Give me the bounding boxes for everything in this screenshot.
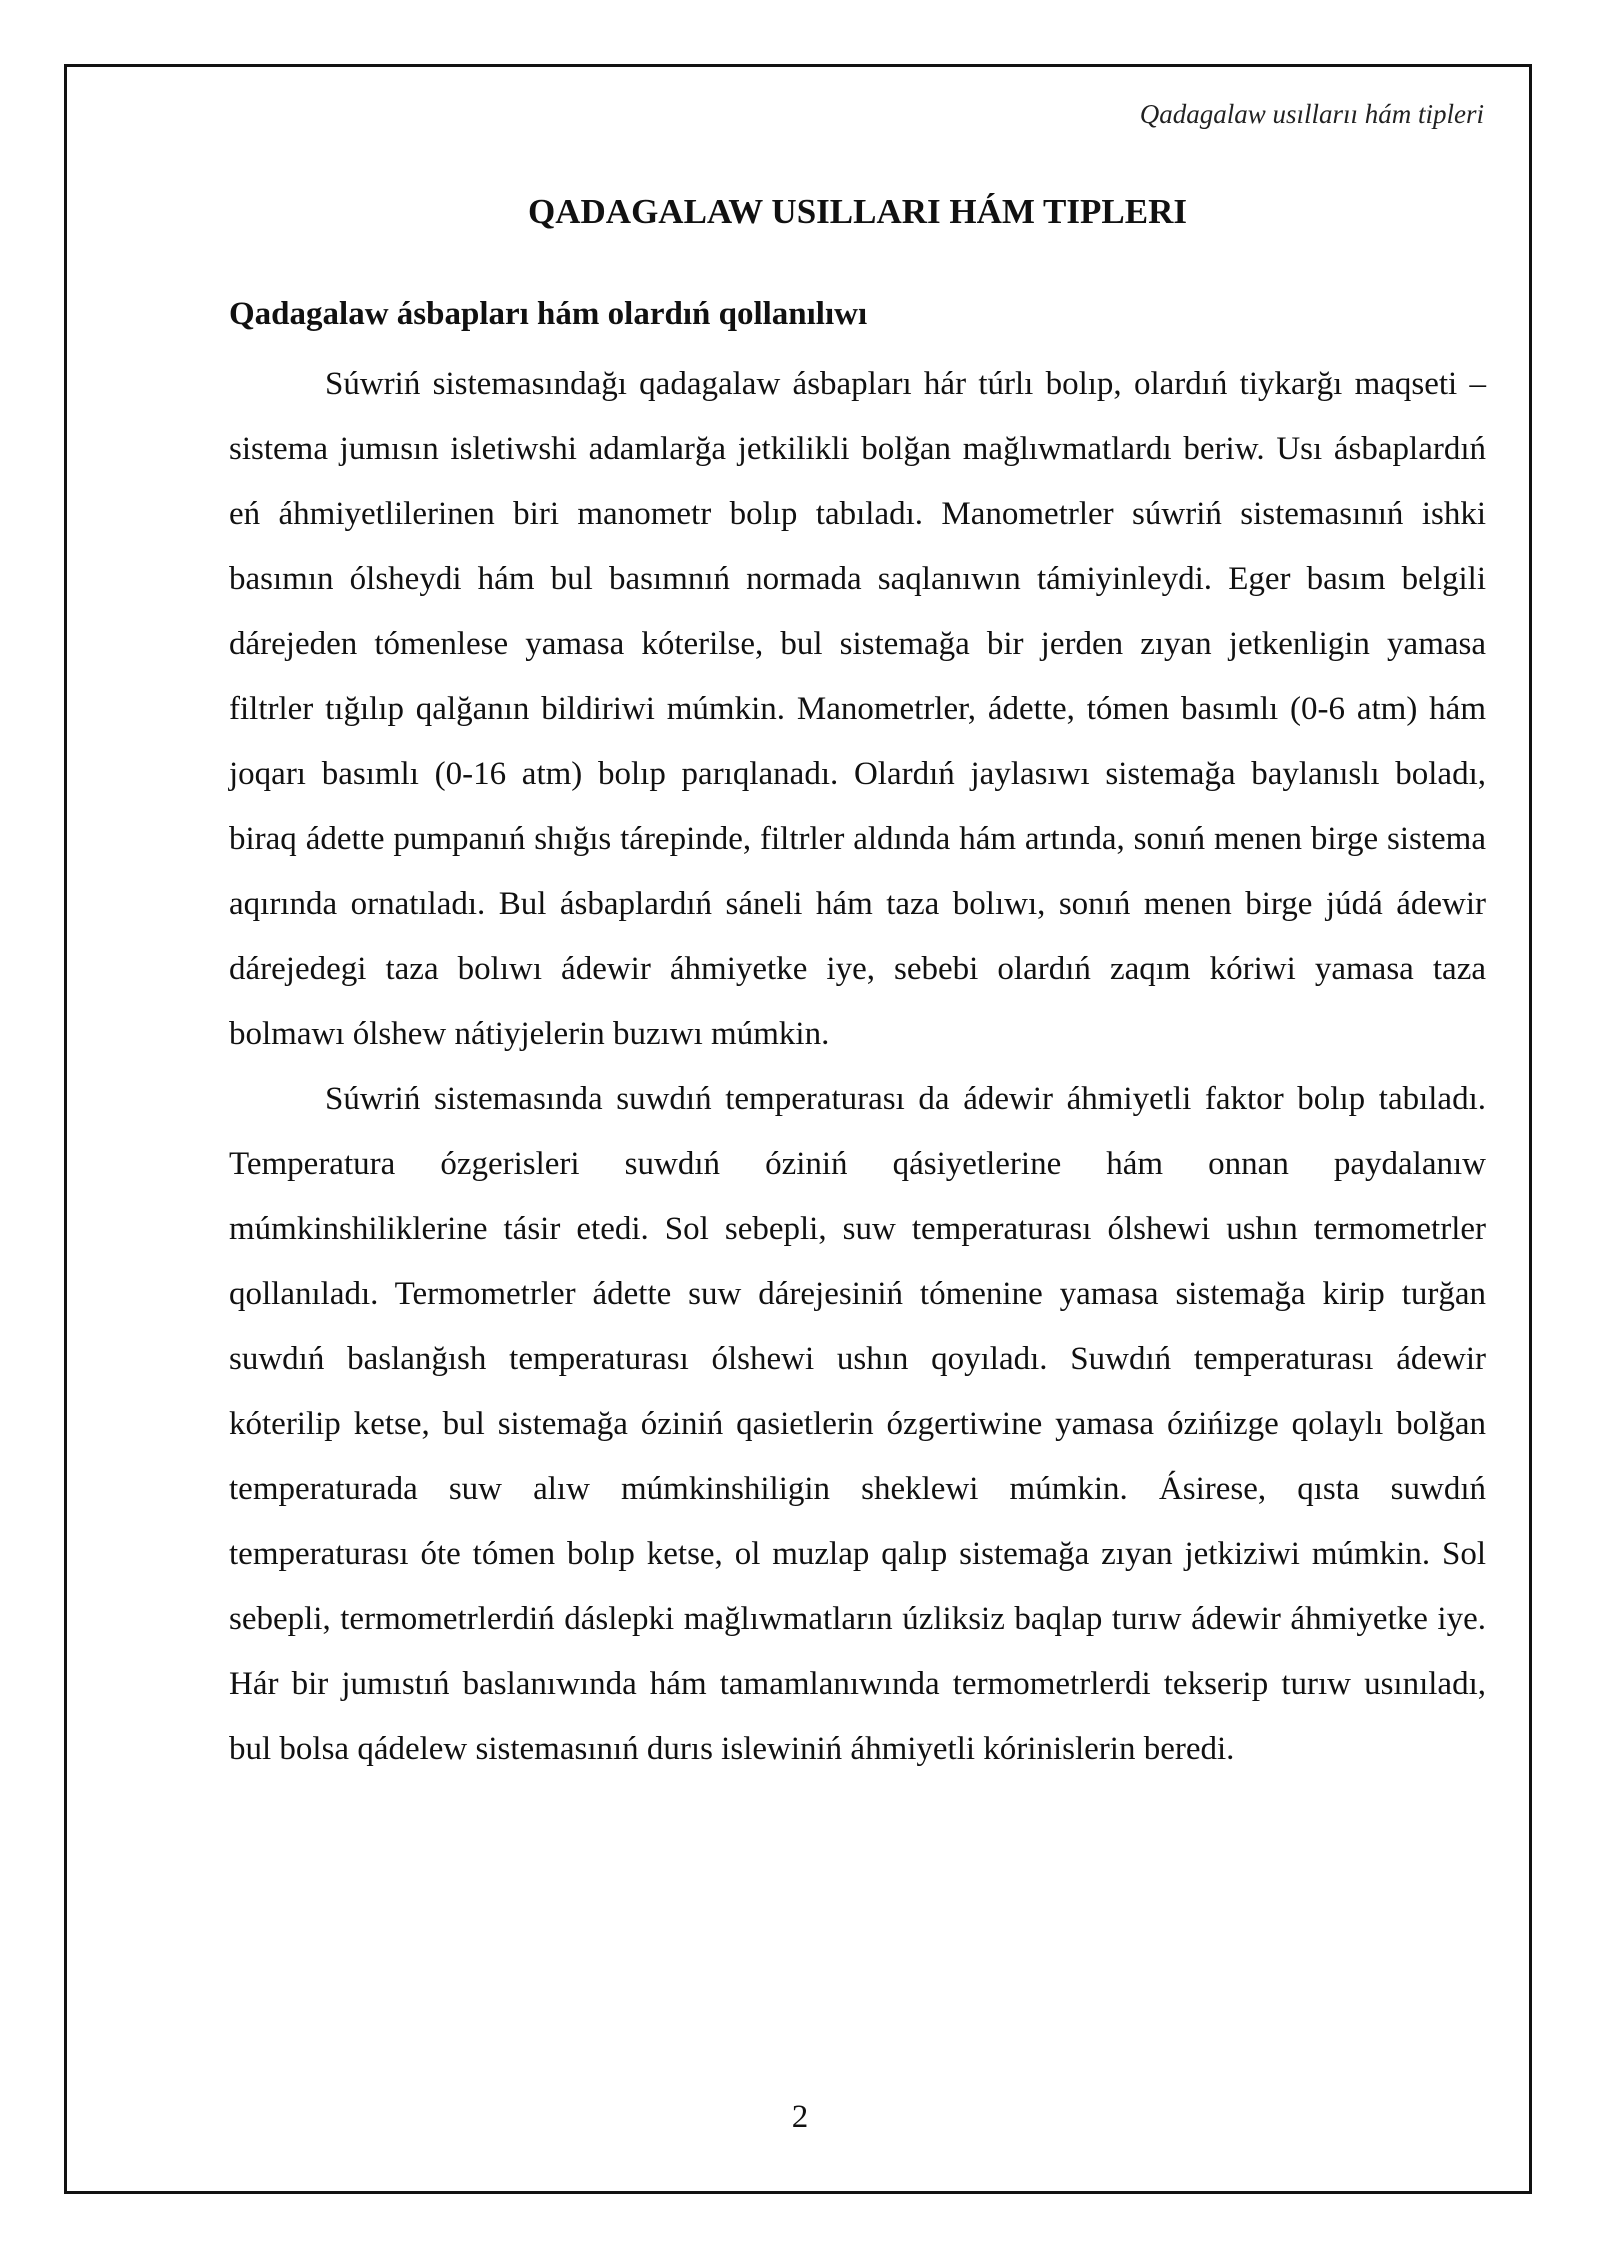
document-body bbox=[229, 186, 1486, 1782]
paragraph-thermometers: Súwriń sistemasında suwdıń temperaturası da ádewir áhmiyetli faktor bolıp tabıladı. Temperatura ózgerisleri suwdıń óziniń qásiyetlerine hám onnan paydalanıw múmkinshiliklerine tásir etedi. Sol sebepli, suw temperaturası ólshewi ushın termometrler qollanıladı. Termometrler ádette suw dárejesiniń tómenine yamasa sistemağa kirip turğan suwdıń baslanğısh temperaturası ólshewi ushın qoyıladı. Suwdıń temperaturası ádewir kóterilip ketse, bul sistemağa óziniń qasietlerin ózgertiwine yamasa ózińizge qolaylı bolğan temperaturada suw alıw múmkinshiligin sheklewi múmkin. Ásirese, qısta suwdıń temperaturası óte tómen bolıp ketse, ol muzlap qalıp sistemağa zıyan jetkiziwi múmkin. Sol sebepli, termometrlerdiń dáslepki mağlıwmatların úzliksiz baqlap turıw ádewir áhmiyetke iye. Hár bir jumıstıń baslanıwında hám tamamlanıwında termometrlerdi tekserip turıw usınıladı, bul bolsa qádelew sistemasınıń durıs islewiniń áhmiyetli kórinislerin beredi. bbox=[229, 1081, 1486, 1767]
document-title: QADAGALAW USILLARI HÁM TIPLERI bbox=[528, 192, 1187, 231]
paragraph-manometers: Súwriń sistemasındağı qadagalaw ásbapları hár túrlı bolıp, olardıń tiykarğı maqseti – sistema jumısın isletiwshi adamlarğa jetkilikli bolğan mağlıwmatlardı beriw. Usı ásbaplardıń eń áhmiyetlilerinen biri manometr bolıp tabıladı. Manometrler súwriń sistemasınıń ishki basımın ólsheydi hám bul basımnıń normada saqlanıwın támiyinleydi. Eger basım belgili dárejeden tómenlese yamasa kóterilse, bul sistemağa bir jerden zıyan jetkenligin yamasa filtrler tığılıp qalğanın bildiriwi múmkin. Manometrler, ádette, tómen basımlı (0-6 atm) hám joqarı basımlı (0-16 atm) bolıp parıqlanadı. Olardıń jaylasıwı sistemağa baylanıslı boladı, biraq ádette pumpanıń shığıs tárepinde, filtrler aldında hám artında, sonıń menen birge sistema aqırında ornatıladı. Bul ásbaplardıń sáneli hám taza bolıwı, sonıń menen birge júdá ádewir dárejedegi taza bolıwı ádewir áhmiyetke iye, sebebi olardıń zaqım kóriwi yamasa taza bolmawı ólshew nátiyjelerin buzıwı múmkin. bbox=[229, 366, 1486, 1052]
section-heading: Qadagalaw ásbapları hám olardıń qollanılıwı bbox=[229, 296, 868, 332]
page-number: 2 bbox=[791, 2099, 809, 2135]
running-header: Qadagalaw usıllarıı hám tipleri bbox=[1139, 99, 1484, 129]
